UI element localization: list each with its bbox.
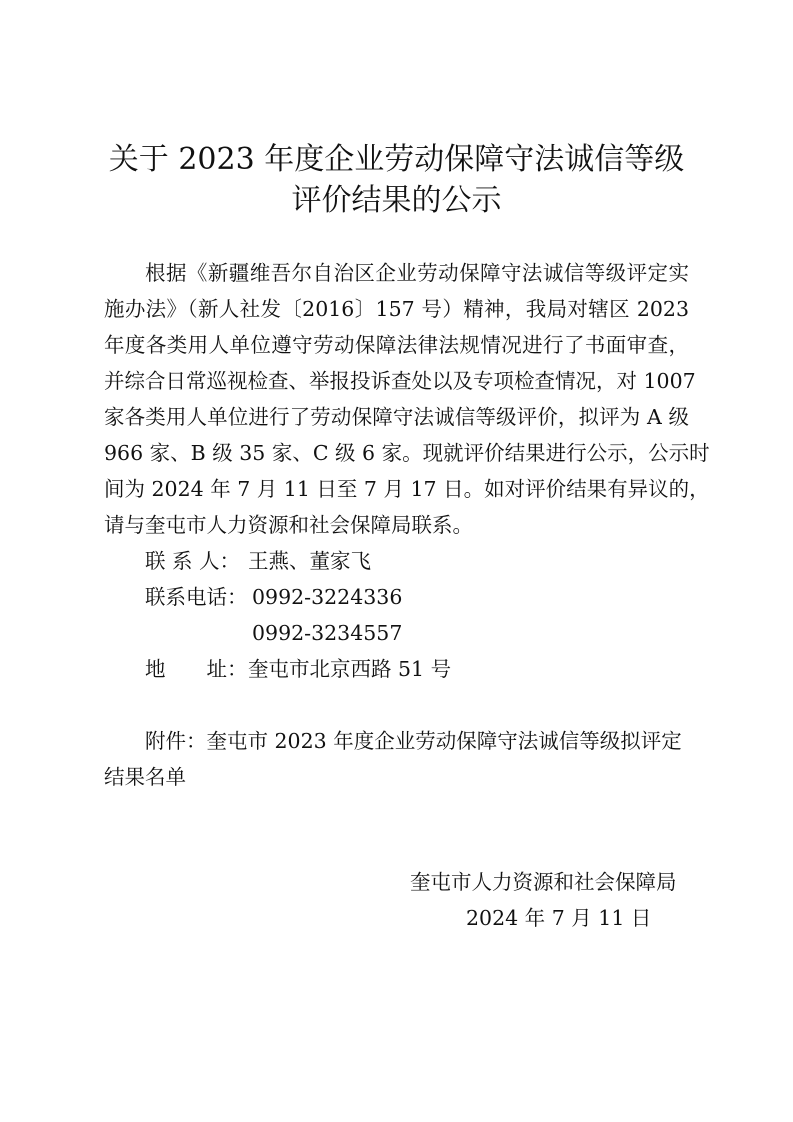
attachment-line-1: 附件：奎屯市 2023 年度企业劳动保障守法诚信等级拟评定 (145, 729, 682, 753)
document-title-line-2: 评价结果的公示 (291, 183, 502, 218)
body-line-1: 根据《新疆维吾尔自治区企业劳动保障守法诚信等级评定实 (145, 261, 689, 285)
attachment-line-2: 结果名单 (104, 765, 186, 789)
contact-address-value: 奎屯市北京西路 51 号 (248, 657, 452, 681)
contact-person-label: 联 系 人： (145, 549, 241, 573)
document-title-line-1: 关于 2023 年度企业劳动保障守法诚信等级 (108, 142, 685, 177)
contact-address-label: 地 址： (145, 657, 248, 681)
contact-phone-2: 0992-3234557 (252, 621, 403, 645)
body-line-3: 年度各类用人单位遵守劳动保障法律法规情况进行了书面审查， (104, 333, 689, 357)
body-line-8: 请与奎屯市人力资源和社会保障局联系。 (104, 513, 473, 537)
body-line-6: 966 家、B 级 35 家、C 级 6 家。现就评价结果进行公示，公示时 (104, 441, 710, 465)
signature-date: 2024 年 7 月 11 日 (466, 906, 652, 930)
contact-phone-1: 0992-3224336 (252, 585, 403, 609)
body-line-4: 并综合日常巡视检查、举报投诉查处以及专项检查情况，对 1007 (104, 369, 696, 393)
body-line-2: 施办法》（新人社发〔2016〕157 号）精神，我局对辖区 2023 (104, 297, 689, 321)
body-line-5: 家各类用人单位进行了劳动保障守法诚信等级评价，拟评为 A 级 (104, 405, 689, 429)
contact-phone-label: 联系电话： (145, 585, 248, 609)
body-line-7: 间为 2024 年 7 月 11 日至 7 月 17 日。如对评价结果有异议的， (104, 477, 710, 501)
signature-organization: 奎屯市人力资源和社会保障局 (410, 870, 677, 894)
contact-person-value: 王燕、董家飞 (248, 549, 371, 573)
